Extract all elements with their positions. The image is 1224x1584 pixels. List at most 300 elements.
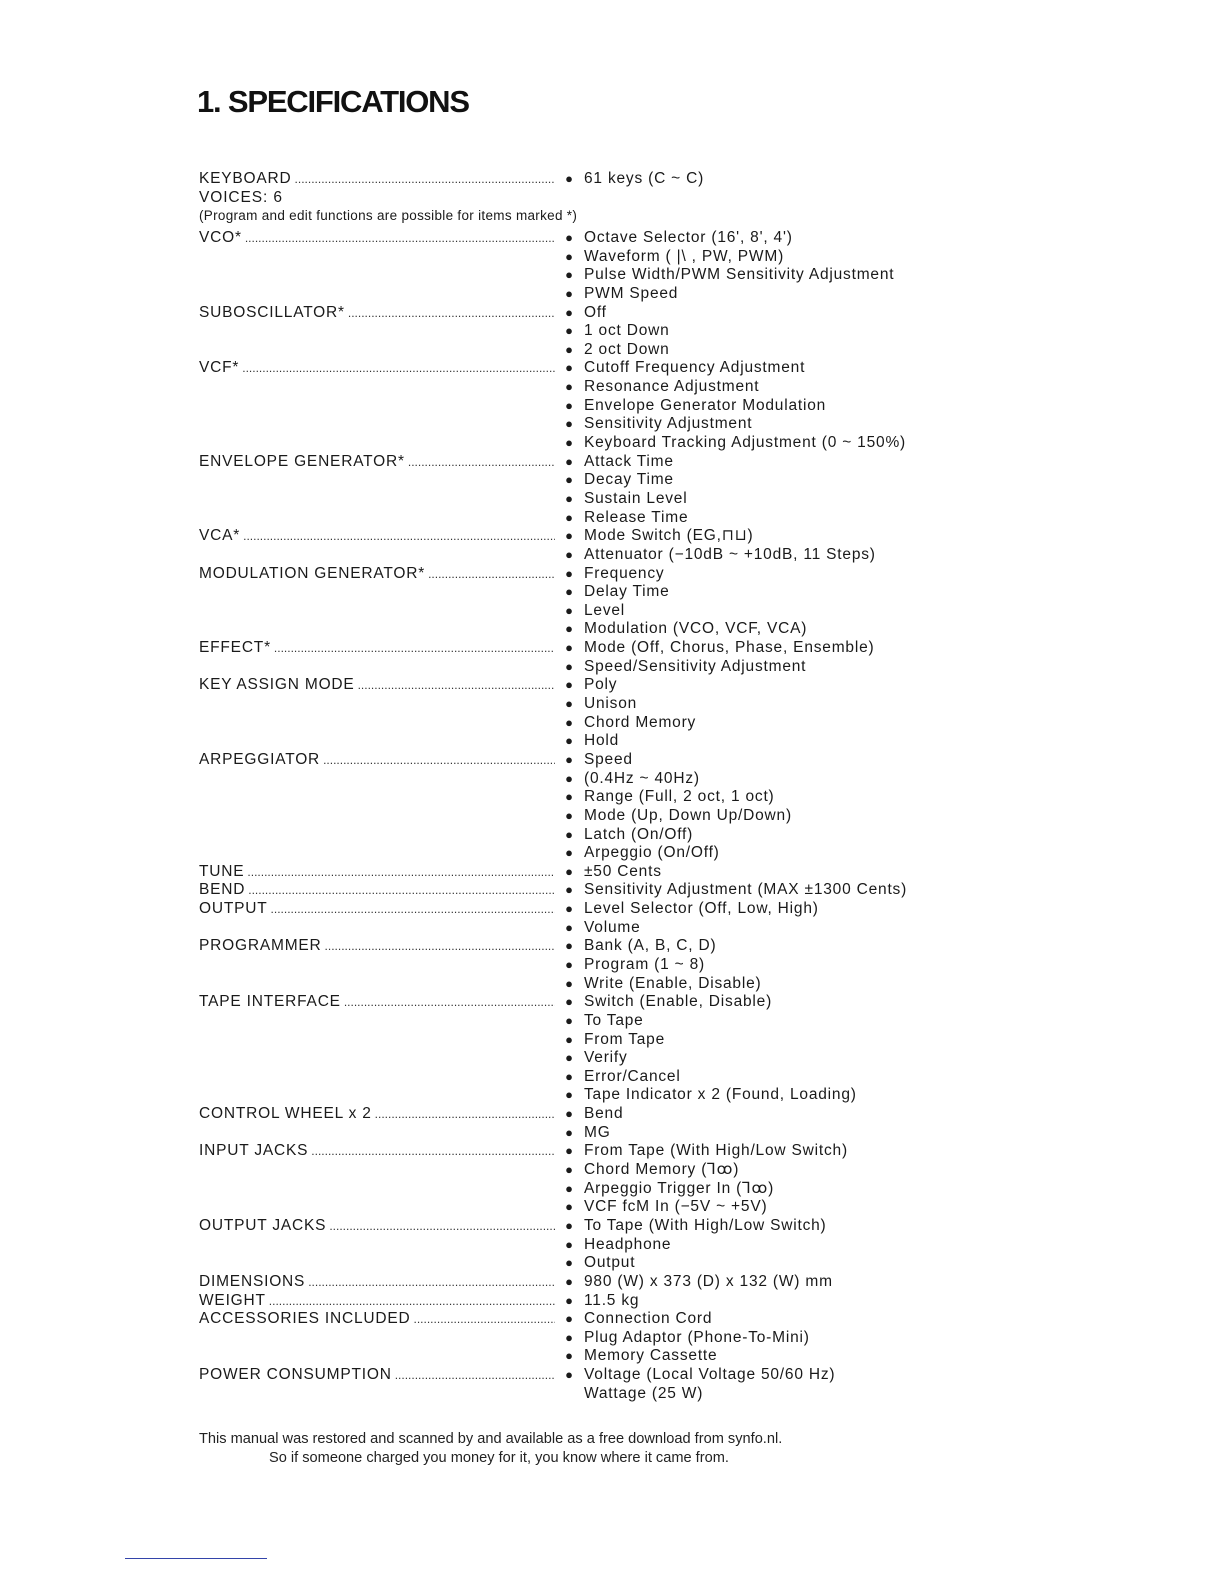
spec-row [199,359,939,378]
spec-label-text: POWER CONSUMPTION [199,1366,392,1384]
leader-dots [202,1012,555,1031]
spec-label [199,359,555,378]
bullet-icon: ● [565,341,574,357]
spec-label [199,826,555,845]
bullet-icon: ● [565,938,574,954]
bullet-icon: ● [565,323,574,339]
spec-label-text: DIMENSIONS [199,1272,306,1290]
leader-dots [248,881,555,900]
spec-label-text: INPUT JACKS [199,1142,309,1160]
spec-value: Program (1 ~ 8) [584,955,705,973]
spec-value: Chord Memory [584,713,697,731]
spec-label [199,1292,555,1311]
spec-row [199,658,939,677]
leader-dots [269,1292,555,1311]
bullet-icon: ● [565,285,574,301]
intro-section [199,170,919,226]
leader-dots [295,170,555,189]
spec-label [199,1273,555,1292]
leader-dots [202,620,555,639]
leader-dots [202,397,555,416]
spec-label [199,378,555,397]
spec-label [199,770,555,789]
spec-value: (0.4Hz ~ 40Hz) [584,769,700,787]
bullet-icon: ● [565,248,574,264]
spec-row [199,304,939,323]
spec-label [199,807,555,826]
spec-value: Mode Switch (EG,⊓⊔) [584,527,754,545]
bullet-icon: ● [565,1367,574,1383]
spec-row [199,1124,939,1143]
leader-dots [202,658,555,677]
bullet-icon: ● [565,789,574,805]
spec-row [199,1142,939,1161]
bullet-icon: ● [565,397,574,413]
spec-value: Tape Indicator x 2 (Found, Loading) [584,1086,857,1104]
spec-row [199,807,939,826]
spec-value: Range (Full, 2 oct, 1 oct) [584,788,775,806]
leader-dots [202,1068,555,1087]
spec-value: To Tape [584,1011,644,1029]
spec-value: From Tape (With High/Low Switch) [584,1142,848,1160]
spec-label-text: BEND [199,881,246,899]
spec-value: 61 keys (C ~ C) [584,170,705,187]
voices-line: VOICES: 6 [199,188,283,206]
bullet-icon: ● [565,1124,574,1140]
spec-label-text: TUNE [199,862,245,880]
spec-value: Bend [584,1105,624,1123]
bullet-icon: ● [565,994,574,1010]
bullet-icon: ● [565,1236,574,1252]
leader-dots [202,1347,555,1366]
spec-value: Write (Enable, Disable) [584,974,762,992]
spec-row [199,937,939,956]
spec-label [199,546,555,565]
spec-label [199,1049,555,1068]
spec-value: Chord Memory (⅂ꝏ) [584,1161,740,1179]
bullet-icon: ● [565,975,574,991]
leader-dots [202,266,555,285]
spec-value: MG [584,1123,611,1141]
spec-label [199,248,555,267]
leader-dots [202,1049,555,1068]
leader-dots [329,1217,555,1236]
bullet-icon: ● [565,882,574,898]
spec-value: Hold [584,732,620,750]
spec-label [199,844,555,863]
spec-label [199,304,555,323]
spec-row [199,266,939,285]
spec-row [199,863,939,882]
spec-value: VCF fcM In (−5V ~ +5V) [584,1198,768,1216]
leader-dots [311,1142,555,1161]
spec-value: Off [584,303,607,321]
leader-dots [202,415,555,434]
spec-row [199,975,939,994]
bullet-icon: ● [565,171,574,186]
bullet-icon: ● [565,416,574,432]
spec-value: Keyboard Tracking Adjustment (0 ~ 150%) [584,434,906,452]
bullet-icon: ● [565,658,574,674]
leader-dots [428,565,555,584]
spec-row [199,1292,939,1311]
spec-label [199,341,555,360]
spec-row [199,1310,939,1329]
spec-label [199,1198,555,1217]
spec-label [199,658,555,677]
bullet-icon: ● [565,304,574,320]
spec-value: 1 oct Down [584,322,670,340]
spec-value: Speed/Sensitivity Adjustment [584,657,807,675]
bullet-icon: ● [565,1329,574,1345]
leader-dots [202,1124,555,1143]
spec-value: Cutoff Frequency Adjustment [584,359,806,377]
bullet-icon: ● [565,1031,574,1047]
spec-value: Arpeggio Trigger In (⅂ꝏ) [584,1179,775,1197]
spec-value: Arpeggio (On/Off) [584,844,720,862]
spec-label [199,1329,555,1348]
leader-dots [414,1310,555,1329]
bullet-icon: ● [565,733,574,749]
footer-line-1: This manual was restored and scanned by and available as a free download from synfo.nl. [199,1431,783,1447]
spec-row [199,1254,939,1273]
leader-dots [202,714,555,733]
spec-row [199,695,939,714]
spec-label [199,1180,555,1199]
bullet-icon: ● [565,267,574,283]
spec-row [199,546,939,565]
leader-dots [202,826,555,845]
bullet-icon: ● [565,714,574,730]
spec-row [199,415,939,434]
leader-dots [202,602,555,621]
leader-dots [202,695,555,714]
spec-value: Delay Time [584,583,670,601]
spec-label [199,1385,555,1404]
spec-row [199,341,939,360]
bullet-icon: ● [565,584,574,600]
edit-note: (Program and edit functions are possible for items marked *) [199,208,578,224]
spec-value: Mode (Up, Down Up/Down) [584,806,792,824]
leader-dots [358,676,555,695]
spec-row [199,397,939,416]
leader-dots [202,248,555,267]
leader-dots [202,546,555,565]
spec-row [199,1012,939,1031]
spec-value: Bank (A, B, C, D) [584,937,717,955]
spec-value: 980 (W) x 373 (D) x 132 (W) mm [584,1272,833,1290]
spec-label [199,602,555,621]
spec-label [199,1124,555,1143]
spec-label [199,863,555,882]
spec-value: Waveform ( |\ , PW, PWM) [584,247,785,265]
spec-label [199,937,555,956]
bullet-icon: ● [565,640,574,656]
spec-row [199,285,939,304]
spec-label [199,490,555,509]
leader-dots [408,453,555,472]
bullet-icon: ● [565,956,574,972]
spec-label [199,919,555,938]
spec-label-text: KEY ASSIGN MODE [199,676,355,694]
footer-line-2: So if someone charged you money for it, you know where it came from. [269,1450,729,1466]
bullet-icon: ● [565,1273,574,1289]
spec-value: Level Selector (Off, Low, High) [584,900,819,918]
spec-label [199,453,555,472]
spec-value: 2 oct Down [584,340,670,358]
bullet-icon: ● [565,1199,574,1215]
spec-label-text: ARPEGGIATOR [199,750,321,768]
spec-row [199,248,939,267]
leader-dots [395,1366,555,1385]
leader-dots [274,639,555,658]
leader-dots [202,770,555,789]
bullet-icon: ● [565,1068,574,1084]
spec-row [199,993,939,1012]
leader-dots [202,1329,555,1348]
spec-value: Decay Time [584,471,674,489]
spec-row [199,378,939,397]
spec-label-text: EFFECT* [199,639,271,657]
spec-row [199,1329,939,1348]
spec-row [199,620,939,639]
spec-label [199,975,555,994]
spec-value: Level [584,601,626,619]
spec-label-text: TAPE INTERFACE [199,993,341,1011]
spec-label-text: VCF* [199,359,240,377]
spec-label [199,1031,555,1050]
spec-label-text: KEYBOARD [199,170,292,187]
spec-value: Modulation (VCO, VCF, VCA) [584,620,808,638]
bullet-icon: ● [565,845,574,861]
bullet-icon: ● [565,1311,574,1327]
leader-dots [202,1031,555,1050]
spec-row [199,490,939,509]
spec-value: Pulse Width/PWM Sensitivity Adjustment [584,266,895,284]
spec-label [199,565,555,584]
leader-dots [202,1254,555,1273]
spec-label [199,1161,555,1180]
spec-value: Headphone [584,1235,672,1253]
spec-label-text: WEIGHT [199,1291,266,1309]
spec-value: Mode (Off, Chorus, Phase, Ensemble) [584,639,875,657]
footer-note [199,1430,899,1468]
spec-value: 11.5 kg [584,1291,640,1309]
bullet-icon: ● [565,863,574,879]
spec-value: Error/Cancel [584,1067,681,1085]
spec-row [199,1385,939,1404]
leader-dots [202,732,555,751]
leader-dots [271,900,555,919]
spec-value: Resonance Adjustment [584,378,760,396]
leader-dots [247,863,555,882]
spec-label [199,1236,555,1255]
spec-row [199,881,939,900]
leader-dots [344,993,555,1012]
spec-label-text: CONTROL WHEEL x 2 [199,1105,372,1123]
spec-row [199,453,939,472]
spec-value: Envelope Generator Modulation [584,396,827,414]
spec-row [199,509,939,528]
spec-label [199,583,555,602]
spec-row [199,732,939,751]
spec-value: From Tape [584,1030,665,1048]
spec-value: Latch (On/Off) [584,825,694,843]
spec-value: Poly [584,676,618,694]
leader-dots [202,1236,555,1255]
spec-row [199,1086,939,1105]
spec-label [199,509,555,528]
bullet-icon: ● [565,1012,574,1028]
bullet-icon: ● [565,677,574,693]
leader-dots [202,322,555,341]
spec-label [199,714,555,733]
spec-row [199,1347,939,1366]
spec-label [199,620,555,639]
spec-label [199,639,555,658]
spec-label-text: VCA* [199,527,241,545]
leader-dots [375,1105,555,1124]
spec-label [199,695,555,714]
bullet-icon: ● [565,565,574,581]
spec-label [199,322,555,341]
bullet-icon: ● [565,1087,574,1103]
spec-value: Speed [584,750,633,768]
spec-value: Switch (Enable, Disable) [584,993,773,1011]
spec-value: Connection Cord [584,1310,713,1328]
spec-label [199,993,555,1012]
spec-value: PWM Speed [584,284,679,302]
bullet-icon: ● [565,1348,574,1364]
spec-label-text: OUTPUT [199,900,268,918]
leader-dots [202,844,555,863]
spec-label-text: ACCESSORIES INCLUDED [199,1310,411,1328]
leader-dots [325,937,555,956]
leader-dots [202,788,555,807]
page-rule [125,1558,267,1559]
bullet-icon: ● [565,1162,574,1178]
spec-value: Release Time [584,508,689,526]
spec-row [199,471,939,490]
spec-value: Sustain Level [584,489,688,507]
bullet-icon: ● [565,826,574,842]
spec-label [199,788,555,807]
leader-dots [202,583,555,602]
spec-value: Memory Cassette [584,1347,718,1365]
spec-label [199,397,555,416]
spec-value: To Tape (With High/Low Switch) [584,1216,827,1234]
spec-label-text: SUBOSCILLATOR* [199,303,345,321]
bullet-icon: ● [565,453,574,469]
spec-row [199,919,939,938]
spec-label [199,471,555,490]
spec-row [199,676,939,695]
spec-label [199,170,555,189]
bullet-icon: ● [565,1106,574,1122]
spec-label-text: PROGRAMMER [199,937,322,955]
spec-row [199,602,939,621]
spec-label [199,266,555,285]
leader-dots [202,378,555,397]
bullet-icon: ● [565,919,574,935]
spec-row [199,1161,939,1180]
spec-label [199,1068,555,1087]
leader-dots [202,807,555,826]
leader-dots [202,434,555,453]
spec-row [199,434,939,453]
bullet-icon: ● [565,696,574,712]
spec-row [199,1273,939,1292]
bullet-icon: ● [565,621,574,637]
bullet-icon: ● [565,1050,574,1066]
spec-row [199,844,939,863]
spec-row [199,565,939,584]
spec-row [199,900,939,919]
leader-dots [202,509,555,528]
leader-dots [202,1086,555,1105]
spec-value: Output [584,1254,636,1272]
spec-value: Voltage (Local Voltage 50/60 Hz) [584,1366,836,1384]
bullet-icon: ● [565,1143,574,1159]
spec-value: Attenuator (−10dB ~ +10dB, 11 Steps) [584,545,876,563]
spec-label [199,732,555,751]
spec-label [199,900,555,919]
spec-value: Frequency [584,564,665,582]
bullet-icon: ● [565,472,574,488]
spec-label [199,751,555,770]
spec-label [199,881,555,900]
leader-dots [202,956,555,975]
bullet-icon: ● [565,546,574,562]
spec-label-text: VCO* [199,229,242,246]
spec-value: ±50 Cents [584,862,662,880]
leader-dots [202,285,555,304]
leader-dots [202,975,555,994]
leader-dots [243,527,555,546]
spec-row [199,1198,939,1217]
bullet-icon: ● [565,528,574,544]
spec-label [199,229,555,248]
spec-label [199,415,555,434]
spec-label [199,1142,555,1161]
leader-dots [348,304,555,323]
spec-value: Unison [584,695,638,713]
spec-row [199,229,939,248]
spec-value: Sensitivity Adjustment [584,415,753,433]
spec-label [199,527,555,546]
spec-row [199,956,939,975]
bullet-icon: ● [565,770,574,786]
spec-label-text: MODULATION GENERATOR* [199,564,426,582]
bullet-icon: ● [565,379,574,395]
spec-row [199,788,939,807]
spec-label [199,676,555,695]
bullet-icon: ● [565,1292,574,1308]
bullet-icon: ● [565,360,574,376]
bullet-icon: ● [565,230,574,245]
spec-row [199,770,939,789]
leader-dots [202,1198,555,1217]
spec-value: Attack Time [584,452,674,470]
spec-row [199,1236,939,1255]
spec-value: Verify [584,1049,628,1067]
spec-row [199,1105,939,1124]
spec-label [199,285,555,304]
spec-list [199,229,939,1403]
spec-row [199,714,939,733]
bullet-icon: ● [565,1180,574,1196]
spec-row [199,527,939,546]
